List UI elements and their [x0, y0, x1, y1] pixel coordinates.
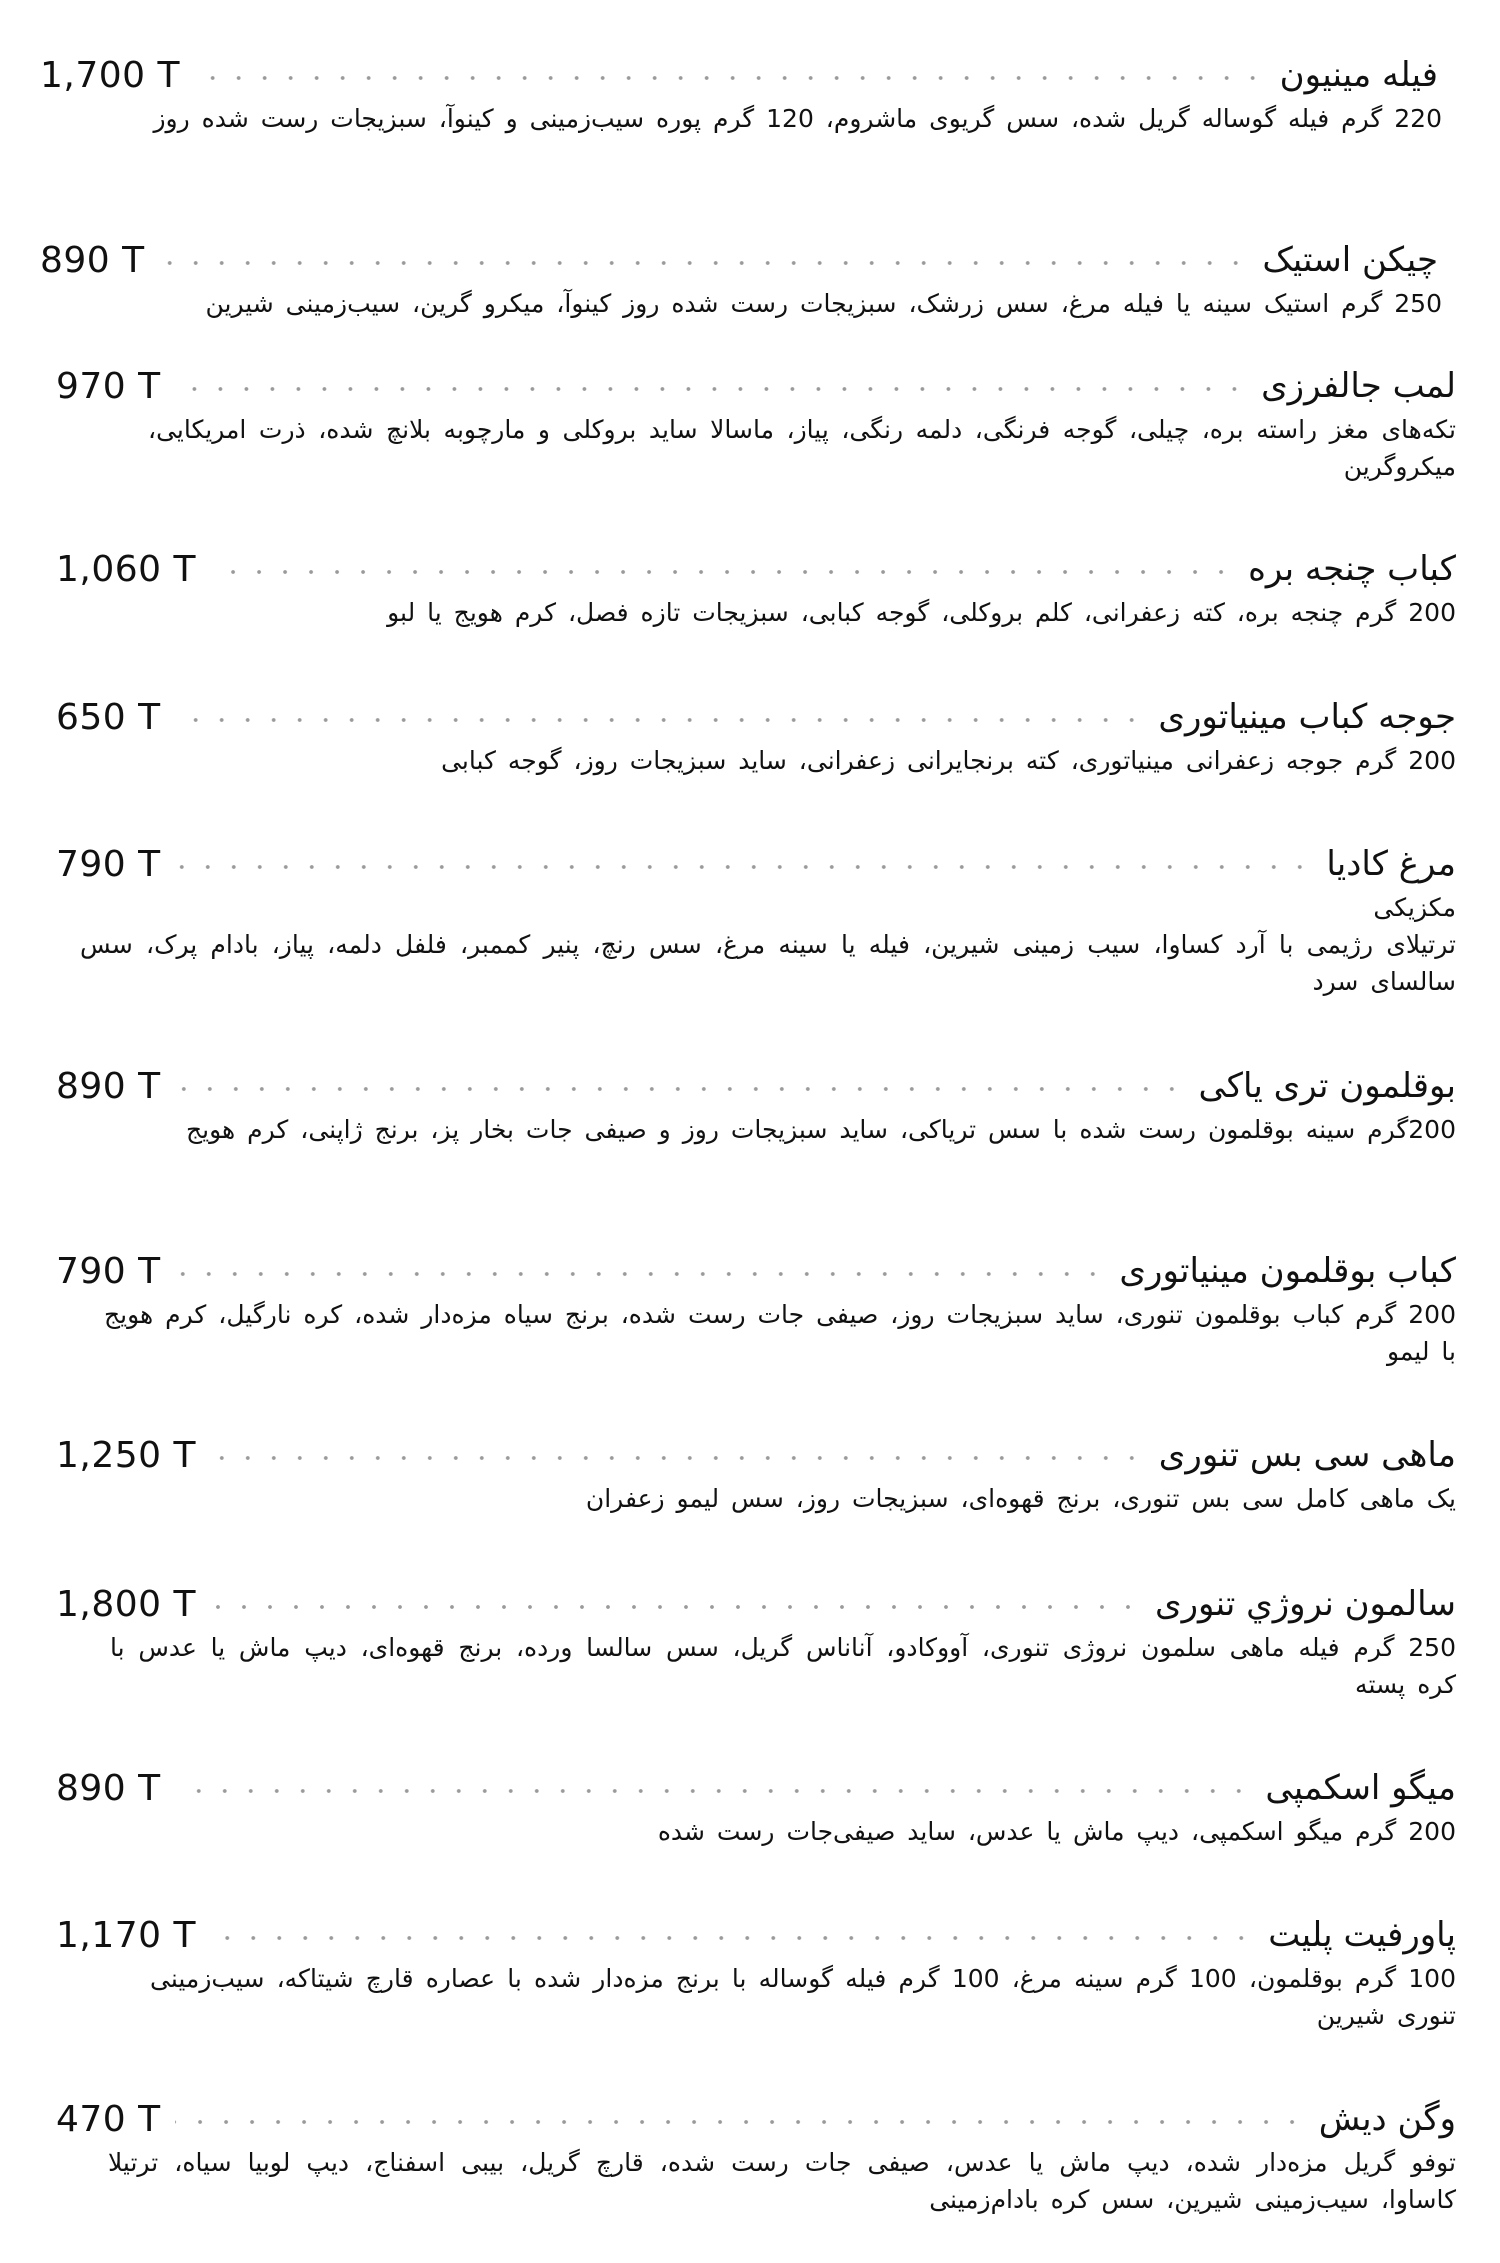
menu-item-name: چیکن استیک [1262, 240, 1438, 280]
menu-item-description: 200 گرم کباب بوقلمون تنوری، ساید سبزیجات روز، صیفی جات رست شده، برنج سیاه مزه‌دار شده، کره نارگیل، کرم هویج با لیمو [104, 1300, 1456, 1366]
menu-item-header [56, 1581, 1456, 1627]
menu-item-description: 250 گرم استیک سینه یا فیله مرغ، سس زرشک، سبزیجات رست شده روز کینوآ، میکرو گرین، سیب‌زمینی شیرین [205, 289, 1442, 318]
menu-item-description: 220 گرم فیله گوساله گریل شده، سس گریوی ماشروم، 120 گرم پوره سیب‌زمینی و کینوآ، سبزیجات رست شده روز [153, 104, 1442, 133]
menu-item-description: توفو گریل مزه‌دار شده، دیپ ماش یا عدس، صیفی جات رست شده، قارچ گریل، بیبی اسفناج، دیپ لوبیا سیاه، ترتیلا کاساوا، سیب‌زمینی شیرین، سس کره بادام‌زمینی [108, 2148, 1456, 2214]
menu-item-name: لمب جالفرزی [1261, 366, 1456, 406]
dot-leader [175, 1272, 1106, 1276]
menu-item-price: 970 T [56, 365, 161, 407]
menu-item-name: سالمون نروژي تنوری [1154, 1584, 1456, 1624]
menu-item-header [56, 1765, 1456, 1811]
menu-item-price: 790 T [56, 843, 161, 885]
dot-leader [210, 1605, 1141, 1609]
menu-item-header [56, 694, 1456, 740]
menu-item-description-block [70, 100, 1442, 137]
dot-leader [175, 865, 1313, 869]
menu-item-description-block [148, 1813, 1456, 1850]
menu-item-name: کباب چنجه بره [1248, 549, 1456, 589]
menu-item-description: 200 گرم چنجه بره، کته زعفرانی، کلم بروکلی، گوجه کبابی، سبزیجات تازه فصل، کرم هویج یا لبو [387, 598, 1456, 627]
menu-item-name: فیله مینیون [1279, 55, 1438, 95]
menu-item-name: کباب بوقلمون مینیاتوری [1119, 1251, 1456, 1291]
menu-item-description-block [80, 889, 1456, 1000]
dot-leader [159, 261, 1249, 265]
menu-item-name: وگن دیش [1318, 2099, 1456, 2139]
menu-item-header [40, 237, 1438, 283]
menu-item-description: 200گرم سینه بوقلمون رست شده با سس تریاکی، ساید سبزیجات روز و صیفی جات بخار پز، برنج ژاپنی، کرم هویج [186, 1115, 1456, 1144]
dot-leader [210, 1456, 1145, 1460]
menu-item-name: پاورفیت پلیت [1268, 1915, 1456, 1955]
dot-leader [175, 387, 1247, 391]
menu-item-description-block [110, 1629, 1456, 1703]
dot-leader [175, 1789, 1252, 1793]
menu-item-subtitle: مکزیکی [1373, 893, 1456, 922]
menu-item-description: تکه‌های مغز راسته بره، چیلی، گوجه فرنگی، دلمه رنگی، پیاز، ماسالا ساید بروکلی و مارچوبه بلانچ شده، ذرت امریکایی، میکروگرین [148, 415, 1456, 481]
menu-item-price: 790 T [56, 1250, 161, 1292]
menu-item-description: ترتیلای رژیمی با آرد کساوا، سیب زمینی شیرین، فیله یا سینه مرغ، سس رنچ، پنیر کممبر، فلفل دلمه، پیاز، بادام پرک، سس سالسای سرد [80, 930, 1456, 996]
menu-item-description-block [148, 1480, 1456, 1517]
menu-item-name: جوجه کباب مینیاتوری [1158, 697, 1456, 737]
menu-item-price: 1,800 T [56, 1583, 196, 1625]
menu-item-price: 1,170 T [56, 1914, 196, 1956]
dot-leader [175, 718, 1145, 722]
menu-item-name: ماهی سی بس تنوری [1158, 1435, 1456, 1475]
menu-item-header [56, 1063, 1456, 1109]
menu-item-header [56, 2096, 1456, 2142]
menu-item-description-block [148, 742, 1456, 779]
dot-leader [175, 1087, 1185, 1091]
menu-item-description: یک ماهی کامل سی بس تنوری، برنج قهوه‌ای، سبزیجات روز، سس لیمو زعفران [585, 1484, 1456, 1513]
menu-item-name: مرغ کادیا [1326, 844, 1456, 884]
menu-item-price: 890 T [56, 1065, 161, 1107]
menu-item-description-block [104, 1296, 1456, 1370]
menu-item-description: 200 گرم میگو اسکمپی، دیپ ماش یا عدس، ساید صیفی‌جات رست شده [657, 1817, 1456, 1846]
menu-item-header [56, 1912, 1456, 1958]
menu-item-price: 1,250 T [56, 1434, 196, 1476]
menu-item-header [56, 1432, 1456, 1478]
menu-item-description-block [148, 411, 1456, 485]
dot-leader [210, 1936, 1254, 1940]
menu-item-header [56, 1248, 1456, 1294]
menu-item-name: میگو اسکمپی [1265, 1768, 1456, 1808]
dot-leader [175, 2120, 1305, 2124]
menu-item-header [56, 363, 1456, 409]
menu-item-description-block [62, 285, 1442, 322]
menu-item-description-block [120, 1111, 1456, 1148]
menu-item-description: 250 گرم فیله ماهی سلمون نروژی تنوری، آووکادو، آناناس گریل، سس سالسا ورده، برنج قهوه‌ای، دیپ ماش یا عدس با کره پسته [110, 1633, 1456, 1699]
menu-item-price: 650 T [56, 696, 161, 738]
menu-item-price: 1,060 T [56, 548, 196, 590]
dot-leader [210, 570, 1234, 574]
menu-item-description: 100 گرم بوقلمون، 100 گرم سینه مرغ، 100 گرم فیله گوساله با برنج مزه‌دار شده با عصاره قارچ شیتاکه، سیب‌زمینی تنوری شیرین [150, 1964, 1456, 2030]
menu-item-description: 200 گرم جوجه زعفرانی مینیاتوری، کته برنجایرانی زعفرانی، ساید سبزیجات روز، گوجه کبابی [441, 746, 1456, 775]
menu-item-price: 470 T [56, 2098, 161, 2140]
menu-item-description-block [108, 2144, 1456, 2218]
menu-item-price: 890 T [40, 239, 145, 281]
menu-item-description-block [150, 1960, 1456, 2034]
menu-item-header [56, 546, 1456, 592]
menu-item-header [40, 52, 1438, 98]
menu-item-price: 890 T [56, 1767, 161, 1809]
menu-item-description-block [148, 594, 1456, 631]
menu-item-name: بوقلمون تری یاکی [1198, 1066, 1456, 1106]
menu-item-header [56, 841, 1456, 887]
menu-item-price: 1,700 T [40, 54, 180, 96]
dot-leader [194, 76, 1266, 80]
